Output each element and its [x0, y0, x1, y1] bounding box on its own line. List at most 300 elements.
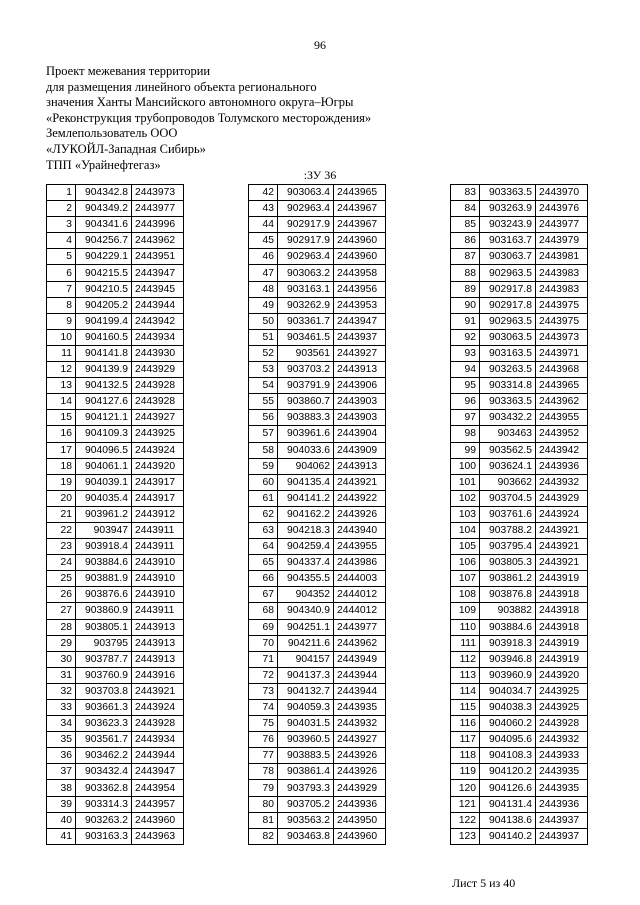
table-row [249, 281, 386, 297]
point-number: 80 [249, 796, 278, 812]
coord-y: 2443928 [132, 394, 184, 410]
coord-x: 903882 [480, 603, 536, 619]
coord-y: 2443921 [132, 683, 184, 699]
coord-y: 2443913 [334, 362, 386, 378]
table-row [47, 490, 184, 506]
coord-y: 2443960 [334, 828, 386, 844]
coord-y: 2443932 [536, 732, 588, 748]
table-row [249, 812, 386, 828]
point-number: 63 [249, 522, 278, 538]
coord-x: 902963.4 [278, 249, 334, 265]
point-number: 22 [47, 522, 76, 538]
coord-x: 904096.5 [76, 442, 132, 458]
point-number: 12 [47, 362, 76, 378]
table-row [451, 796, 588, 812]
coord-y: 2443921 [536, 539, 588, 555]
coord-x: 903263.2 [76, 812, 132, 828]
table-row [47, 458, 184, 474]
point-number: 84 [451, 201, 480, 217]
coord-y: 2443957 [132, 796, 184, 812]
coord-y: 2443952 [536, 426, 588, 442]
table-row [451, 362, 588, 378]
point-number: 56 [249, 410, 278, 426]
coord-x: 904059.3 [278, 700, 334, 716]
table-row [47, 378, 184, 394]
header-line: «Реконструкция трубопроводов Толумского месторождения» [46, 110, 372, 125]
coord-x: 904031.5 [278, 716, 334, 732]
table-row [47, 683, 184, 699]
coord-x: 904132.5 [76, 378, 132, 394]
table-row [451, 651, 588, 667]
point-number: 119 [451, 764, 480, 780]
coord-y: 2443981 [536, 249, 588, 265]
point-number: 45 [249, 233, 278, 249]
coord-x: 903805.3 [480, 555, 536, 571]
point-number: 117 [451, 732, 480, 748]
coord-x: 903262.9 [278, 297, 334, 313]
point-number: 31 [47, 667, 76, 683]
coord-y: 2443958 [334, 265, 386, 281]
point-number: 7 [47, 281, 76, 297]
table-row [47, 748, 184, 764]
coord-y: 2443962 [132, 233, 184, 249]
table-row [47, 716, 184, 732]
header-line: Проект межевания территории [46, 64, 211, 78]
table-row [249, 828, 386, 844]
table-row [249, 185, 386, 201]
point-number: 106 [451, 555, 480, 571]
coord-x: 904218.3 [278, 522, 334, 538]
coord-x: 903661.3 [76, 700, 132, 716]
table-row [249, 490, 386, 506]
coord-x: 904337.4 [278, 555, 334, 571]
coord-x: 903462.2 [76, 748, 132, 764]
coord-x: 904139.9 [76, 362, 132, 378]
table-row [47, 345, 184, 361]
point-number: 114 [451, 683, 480, 699]
page-number: 96 [314, 38, 326, 52]
point-number: 64 [249, 539, 278, 555]
point-number: 13 [47, 378, 76, 394]
coord-y: 2443911 [132, 539, 184, 555]
coord-x: 903063.5 [480, 329, 536, 345]
table-row [249, 474, 386, 490]
coord-y: 2443903 [334, 394, 386, 410]
point-number: 18 [47, 458, 76, 474]
coord-y: 2443936 [334, 796, 386, 812]
coord-x: 903562.5 [480, 442, 536, 458]
coord-x: 903884.6 [76, 555, 132, 571]
table-row [47, 329, 184, 345]
coord-y: 2443954 [132, 780, 184, 796]
table-row [249, 233, 386, 249]
coord-x: 902963.5 [480, 313, 536, 329]
table-row [451, 185, 588, 201]
coord-x: 903662 [480, 474, 536, 490]
coordinates-table-1 [46, 184, 184, 845]
coord-y: 2443949 [334, 651, 386, 667]
coord-y: 2443986 [334, 555, 386, 571]
table-row [451, 458, 588, 474]
point-number: 51 [249, 329, 278, 345]
coord-y: 2443996 [132, 217, 184, 233]
table-row [451, 394, 588, 410]
coord-y: 2443940 [334, 522, 386, 538]
coord-y: 2443965 [334, 185, 386, 201]
coordinates-table-2 [248, 184, 386, 845]
coord-x: 903314.3 [76, 796, 132, 812]
table-row [451, 522, 588, 538]
point-number: 121 [451, 796, 480, 812]
point-number: 23 [47, 539, 76, 555]
coord-y: 2443927 [132, 410, 184, 426]
coord-y: 2443960 [334, 233, 386, 249]
coord-x: 904157 [278, 651, 334, 667]
coord-y: 2443910 [132, 555, 184, 571]
point-number: 90 [451, 297, 480, 313]
table-row [451, 716, 588, 732]
coord-x: 903362.8 [76, 780, 132, 796]
table-row [47, 201, 184, 217]
point-number: 120 [451, 780, 480, 796]
coord-x: 902917.8 [480, 297, 536, 313]
coord-y: 2443910 [132, 571, 184, 587]
point-number: 19 [47, 474, 76, 490]
coord-x: 903860.9 [76, 603, 132, 619]
table-row [47, 764, 184, 780]
point-number: 38 [47, 780, 76, 796]
coord-y: 2443947 [132, 764, 184, 780]
table-row [249, 780, 386, 796]
coord-x: 904259.4 [278, 539, 334, 555]
point-number: 70 [249, 635, 278, 651]
coord-x: 902963.5 [480, 265, 536, 281]
coord-x: 903947 [76, 522, 132, 538]
coord-y: 2443906 [334, 378, 386, 394]
table-row [47, 233, 184, 249]
table-row [47, 539, 184, 555]
coord-y: 2444012 [334, 587, 386, 603]
coord-y: 2443932 [536, 474, 588, 490]
table-row [451, 378, 588, 394]
point-number: 123 [451, 828, 480, 844]
coord-y: 2443921 [536, 555, 588, 571]
coord-x: 903461.5 [278, 329, 334, 345]
table-row [451, 265, 588, 281]
point-number: 3 [47, 217, 76, 233]
coord-x: 904160.5 [76, 329, 132, 345]
coord-x: 903884.6 [480, 619, 536, 635]
point-number: 87 [451, 249, 480, 265]
point-number: 42 [249, 185, 278, 201]
coord-x: 904109.3 [76, 426, 132, 442]
table-row [47, 667, 184, 683]
table-row [47, 619, 184, 635]
point-number: 85 [451, 217, 480, 233]
coord-x: 904141.2 [278, 490, 334, 506]
table-row [451, 619, 588, 635]
coord-y: 2443911 [132, 522, 184, 538]
table-row [249, 265, 386, 281]
coord-x: 903788.2 [480, 522, 536, 538]
point-number: 71 [249, 651, 278, 667]
point-number: 59 [249, 458, 278, 474]
table-row [451, 571, 588, 587]
coord-x: 903432.4 [76, 764, 132, 780]
table-row [249, 716, 386, 732]
coord-y: 2443962 [536, 394, 588, 410]
coord-x: 903705.2 [278, 796, 334, 812]
point-number: 1 [47, 185, 76, 201]
coord-x: 904120.2 [480, 764, 536, 780]
coord-x: 904342.8 [76, 185, 132, 201]
point-number: 112 [451, 651, 480, 667]
coord-y: 2443911 [132, 603, 184, 619]
coord-x: 903624.1 [480, 458, 536, 474]
table-row [249, 362, 386, 378]
coord-x: 904140.2 [480, 828, 536, 844]
coord-y: 2443973 [132, 185, 184, 201]
coord-y: 2443918 [536, 587, 588, 603]
coord-y: 2443970 [536, 185, 588, 201]
point-number: 100 [451, 458, 480, 474]
point-number: 28 [47, 619, 76, 635]
coord-y: 2443977 [132, 201, 184, 217]
coord-y: 2443912 [132, 506, 184, 522]
table-row [451, 233, 588, 249]
point-number: 49 [249, 297, 278, 313]
coord-y: 2443913 [132, 635, 184, 651]
point-number: 72 [249, 667, 278, 683]
coord-y: 2443942 [536, 442, 588, 458]
coord-y: 2443944 [132, 297, 184, 313]
point-number: 116 [451, 716, 480, 732]
point-number: 24 [47, 555, 76, 571]
point-number: 14 [47, 394, 76, 410]
coord-x: 904039.1 [76, 474, 132, 490]
coord-x: 904095.6 [480, 732, 536, 748]
table-row [249, 249, 386, 265]
point-number: 109 [451, 603, 480, 619]
coord-y: 2443924 [536, 506, 588, 522]
coord-x: 903063.4 [278, 185, 334, 201]
coord-y: 2443933 [536, 748, 588, 764]
coord-x: 904340.9 [278, 603, 334, 619]
table-row [47, 249, 184, 265]
table-row [451, 667, 588, 683]
coord-y: 2443929 [536, 490, 588, 506]
coord-y: 2443927 [334, 345, 386, 361]
coord-x: 903432.2 [480, 410, 536, 426]
coord-x: 904210.5 [76, 281, 132, 297]
coord-y: 2443917 [132, 490, 184, 506]
coord-x: 903703.8 [76, 683, 132, 699]
point-number: 99 [451, 442, 480, 458]
point-number: 30 [47, 651, 76, 667]
point-number: 102 [451, 490, 480, 506]
coord-x: 904132.7 [278, 683, 334, 699]
table-row [451, 297, 588, 313]
point-number: 91 [451, 313, 480, 329]
table-row [249, 748, 386, 764]
table-row [249, 442, 386, 458]
table-row [249, 539, 386, 555]
table-row [451, 345, 588, 361]
coord-x: 903795.4 [480, 539, 536, 555]
point-number: 74 [249, 700, 278, 716]
coord-y: 2443925 [536, 700, 588, 716]
coord-y: 2443960 [132, 812, 184, 828]
coord-x: 903883.3 [278, 410, 334, 426]
coord-y: 2443963 [132, 828, 184, 844]
coord-y: 2443947 [334, 313, 386, 329]
coord-y: 2443926 [334, 748, 386, 764]
coord-x: 903463.8 [278, 828, 334, 844]
point-number: 69 [249, 619, 278, 635]
point-number: 94 [451, 362, 480, 378]
coord-y: 2443947 [132, 265, 184, 281]
table-row [47, 635, 184, 651]
coord-x: 904251.1 [278, 619, 334, 635]
table-row [249, 394, 386, 410]
point-number: 2 [47, 201, 76, 217]
sheet-counter: Лист 5 из 40 [452, 876, 516, 890]
table-row [47, 442, 184, 458]
coord-x: 903314.8 [480, 378, 536, 394]
point-number: 101 [451, 474, 480, 490]
plot-label: :ЗУ 36 [303, 168, 337, 182]
table-row [47, 506, 184, 522]
point-number: 73 [249, 683, 278, 699]
coord-y: 2443928 [536, 716, 588, 732]
table-row [451, 764, 588, 780]
header-line: «ЛУКОЙЛ-Западная Сибирь» [46, 141, 206, 156]
coord-y: 2443929 [334, 780, 386, 796]
coord-y: 2443921 [334, 474, 386, 490]
coord-x: 902963.4 [278, 201, 334, 217]
table-row [249, 587, 386, 603]
coord-x: 904138.6 [480, 812, 536, 828]
table-row [249, 764, 386, 780]
coord-y: 2443956 [334, 281, 386, 297]
point-number: 27 [47, 603, 76, 619]
coord-x: 902917.9 [278, 217, 334, 233]
table-row [451, 555, 588, 571]
coord-x: 903787.7 [76, 651, 132, 667]
table-row [249, 378, 386, 394]
coord-x: 904038.3 [480, 700, 536, 716]
table-row [47, 555, 184, 571]
coord-y: 2443955 [334, 539, 386, 555]
table-row [249, 410, 386, 426]
coord-y: 2443909 [334, 442, 386, 458]
coordinates-table-3 [450, 184, 588, 845]
point-number: 65 [249, 555, 278, 571]
coord-x: 904162.2 [278, 506, 334, 522]
coord-x: 903243.9 [480, 217, 536, 233]
table-row [451, 442, 588, 458]
coord-x: 904126.6 [480, 780, 536, 796]
coord-y: 2443929 [132, 362, 184, 378]
table-row [451, 410, 588, 426]
coord-x: 903805.1 [76, 619, 132, 635]
table-row [451, 249, 588, 265]
table-row [249, 506, 386, 522]
coord-y: 2443976 [536, 201, 588, 217]
point-number: 67 [249, 587, 278, 603]
coord-x: 903860.7 [278, 394, 334, 410]
coord-x: 903761.6 [480, 506, 536, 522]
coord-x: 903946.8 [480, 651, 536, 667]
coord-x: 903960.9 [480, 667, 536, 683]
point-number: 93 [451, 345, 480, 361]
header-line: Землепользователь ООО [46, 126, 178, 141]
point-number: 21 [47, 506, 76, 522]
point-number: 60 [249, 474, 278, 490]
point-number: 26 [47, 587, 76, 603]
coord-y: 2443944 [334, 667, 386, 683]
point-number: 36 [47, 748, 76, 764]
point-number: 88 [451, 265, 480, 281]
coord-x: 903881.9 [76, 571, 132, 587]
coord-y: 2443932 [334, 716, 386, 732]
coord-y: 2443918 [536, 619, 588, 635]
table-row [249, 683, 386, 699]
point-number: 20 [47, 490, 76, 506]
coord-x: 903861.2 [480, 571, 536, 587]
coord-y: 2443960 [334, 249, 386, 265]
table-row [451, 474, 588, 490]
coord-y: 2443934 [132, 732, 184, 748]
coord-y: 2443937 [334, 329, 386, 345]
coord-x: 903960.5 [278, 732, 334, 748]
coord-y: 2443951 [132, 249, 184, 265]
point-number: 16 [47, 426, 76, 442]
table-row [47, 522, 184, 538]
coord-x: 903361.7 [278, 313, 334, 329]
point-number: 5 [47, 249, 76, 265]
coord-y: 2443925 [132, 426, 184, 442]
coord-y: 2443950 [334, 812, 386, 828]
table-row [451, 603, 588, 619]
point-number: 108 [451, 587, 480, 603]
coord-x: 903961.6 [278, 426, 334, 442]
point-number: 122 [451, 812, 480, 828]
point-number: 104 [451, 522, 480, 538]
table-row [451, 780, 588, 796]
coord-x: 903861.4 [278, 764, 334, 780]
coord-y: 2444003 [334, 571, 386, 587]
coord-y: 2443935 [334, 700, 386, 716]
coord-y: 2443926 [334, 764, 386, 780]
point-number: 103 [451, 506, 480, 522]
table-row [249, 667, 386, 683]
table-row [249, 619, 386, 635]
table-row [249, 635, 386, 651]
coord-y: 2443962 [334, 635, 386, 651]
coord-y: 2443971 [536, 345, 588, 361]
coord-y: 2443926 [334, 506, 386, 522]
coord-x: 904341.6 [76, 217, 132, 233]
table-row [249, 603, 386, 619]
point-number: 10 [47, 329, 76, 345]
table-row [47, 297, 184, 313]
table-row [47, 587, 184, 603]
table-row [249, 297, 386, 313]
point-number: 37 [47, 764, 76, 780]
coord-x: 903163.3 [76, 828, 132, 844]
coord-y: 2443937 [536, 828, 588, 844]
